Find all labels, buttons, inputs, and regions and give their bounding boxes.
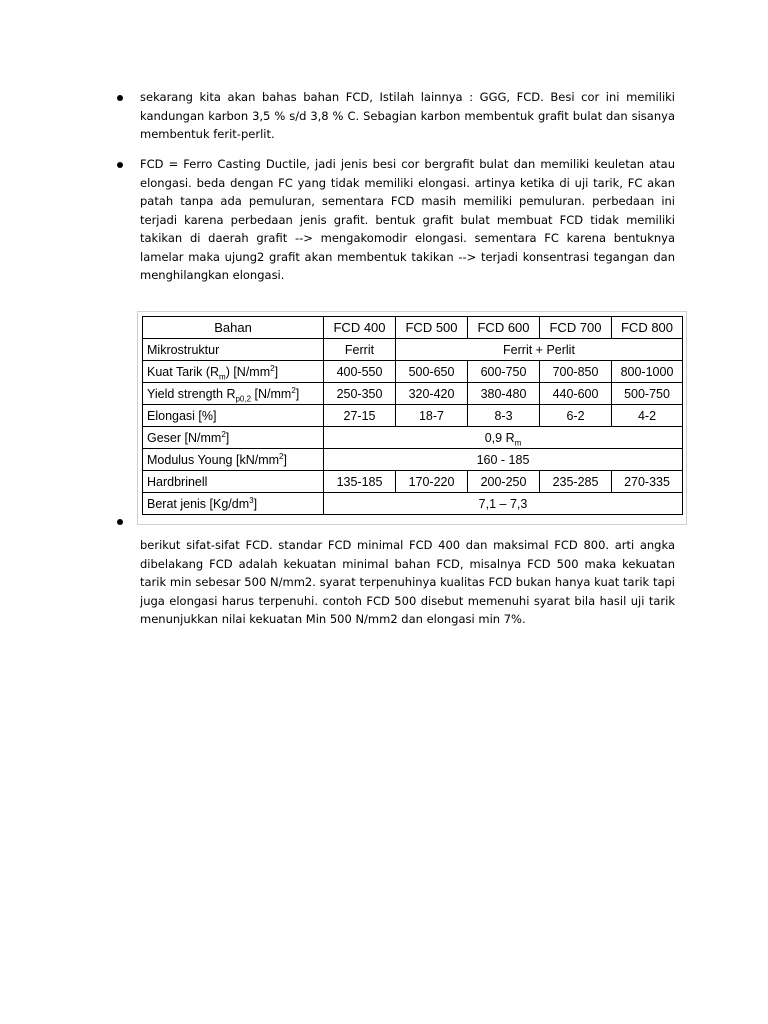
cell-geser-value: 0,9 $R_m$ bbox=[324, 427, 683, 449]
table-row-hardbrinell bbox=[143, 471, 683, 493]
table-header-row bbox=[143, 317, 683, 339]
label-berat-jenis: Berat jenis $[Kg/dm^3]$ bbox=[143, 493, 324, 515]
table-row-berat-jenis bbox=[143, 493, 683, 515]
cell-value: 200-250 bbox=[468, 471, 540, 493]
cell-mikro-fcd400: Ferrit bbox=[324, 339, 396, 361]
table-row-modulus-young bbox=[143, 449, 683, 471]
label-modulus-young: Modulus Young $[kN/mm^2]$ bbox=[143, 449, 324, 471]
cell-value: 270-335 bbox=[612, 471, 683, 493]
cell-value: 6-2 bbox=[540, 405, 612, 427]
paragraph-fcd-properties: berikut sifat-sifat FCD. standar FCD minimal FCD 400 dan maksimal FCD 800. arti angka dibelakang FCD adalah kekuatan minimal bahan FCD, misalnya FCD 500 maka kekuatan tarik min sebesar 500 N/mm2. syarat terpenuhinya kualitas FCD bukan hanya kuat tarik tapi juga elongasi harus terpenuhi. contoh FCD 500 disebut memenuhi syarat bila hasil uji tarik menunjukkan nilai kekuatan Min 500 N/mm2 dan elongasi min 7%. bbox=[140, 538, 675, 626]
cell-value: 500-650 bbox=[396, 361, 468, 383]
table-row-kuat-tarik bbox=[143, 361, 683, 383]
table-row-geser bbox=[143, 427, 683, 449]
bullet-1 bbox=[117, 95, 123, 101]
cell-value: 700-850 bbox=[540, 361, 612, 383]
fcd-properties-table-image bbox=[138, 312, 686, 524]
cell-value: 440-600 bbox=[540, 383, 612, 405]
fcd-properties-table bbox=[142, 316, 683, 515]
table-row-mikrostruktur bbox=[143, 339, 683, 361]
cell-value: 235-285 bbox=[540, 471, 612, 493]
header-fcd400: FCD 400 bbox=[324, 317, 396, 339]
header-fcd800: FCD 800 bbox=[612, 317, 683, 339]
cell-modulus-value: 160 - 185 bbox=[324, 449, 683, 471]
header-bahan: Bahan bbox=[143, 317, 324, 339]
label-yield-strength: Yield strength $R_{p0,2}$ $[N/mm^2]$ bbox=[143, 383, 324, 405]
header-fcd500: FCD 500 bbox=[396, 317, 468, 339]
cell-value: 27-15 bbox=[324, 405, 396, 427]
cell-value: 500-750 bbox=[612, 383, 683, 405]
label-kuat-tarik: Kuat Tarik $(R_m)$ $[N/mm^2]$ bbox=[143, 361, 324, 383]
cell-value: 800-1000 bbox=[612, 361, 683, 383]
label-elongasi: Elongasi [%] bbox=[143, 405, 324, 427]
cell-value: 380-480 bbox=[468, 383, 540, 405]
cell-value: 250-350 bbox=[324, 383, 396, 405]
label-geser: Geser $[N/mm^2]$ bbox=[143, 427, 324, 449]
cell-value: 8-3 bbox=[468, 405, 540, 427]
cell-value: 170-220 bbox=[396, 471, 468, 493]
table-row-elongasi bbox=[143, 405, 683, 427]
cell-value: 18-7 bbox=[396, 405, 468, 427]
label-mikrostruktur: Mikrostruktur bbox=[143, 339, 324, 361]
cell-berat-value: 7,1 – 7,3 bbox=[324, 493, 683, 515]
cell-value: 135-185 bbox=[324, 471, 396, 493]
bullet-3 bbox=[117, 519, 123, 525]
header-fcd700: FCD 700 bbox=[540, 317, 612, 339]
cell-value: 4-2 bbox=[612, 405, 683, 427]
cell-mikro-others: Ferrit + Perlit bbox=[396, 339, 683, 361]
cell-value: 320-420 bbox=[396, 383, 468, 405]
paragraph-fcd-definition: FCD = Ferro Casting Ductile, jadi jenis besi cor bergrafit bulat dan memiliki keuletan atau elongasi. beda dengan FC yang tidak memiliki elongasi. artinya ketika di uji tarik, FC akan patah tanpa ada pemuluran, sementara FCD masih memiliki pemuluran. perbedaan ini terjadi karena perbedaan jenis grafit. bentuk grafit bulat membuat FCD tidak memiliki takikan di daerah grafit --> mengakomodir elongasi. sementara FC karena bentuknya lamelar maka ujung2 grafit akan membentuk takikan --> terjadi konsentrasi tegangan dan menghilangkan elongasi. bbox=[140, 157, 675, 282]
cell-value: 600-750 bbox=[468, 361, 540, 383]
table-row-yield-strength bbox=[143, 383, 683, 405]
header-fcd600: FCD 600 bbox=[468, 317, 540, 339]
label-hardbrinell: Hardbrinell bbox=[143, 471, 324, 493]
cell-value: 400-550 bbox=[324, 361, 396, 383]
bullet-2 bbox=[117, 162, 123, 168]
paragraph-fcd-intro: sekarang kita akan bahas bahan FCD, Istilah lainnya : GGG, FCD. Besi cor ini memiliki kandungan karbon 3,5 % s/d 3,8 % C. Sebagian karbon membentuk grafit bulat dan sisanya membentuk ferit-perlit. bbox=[140, 90, 675, 141]
